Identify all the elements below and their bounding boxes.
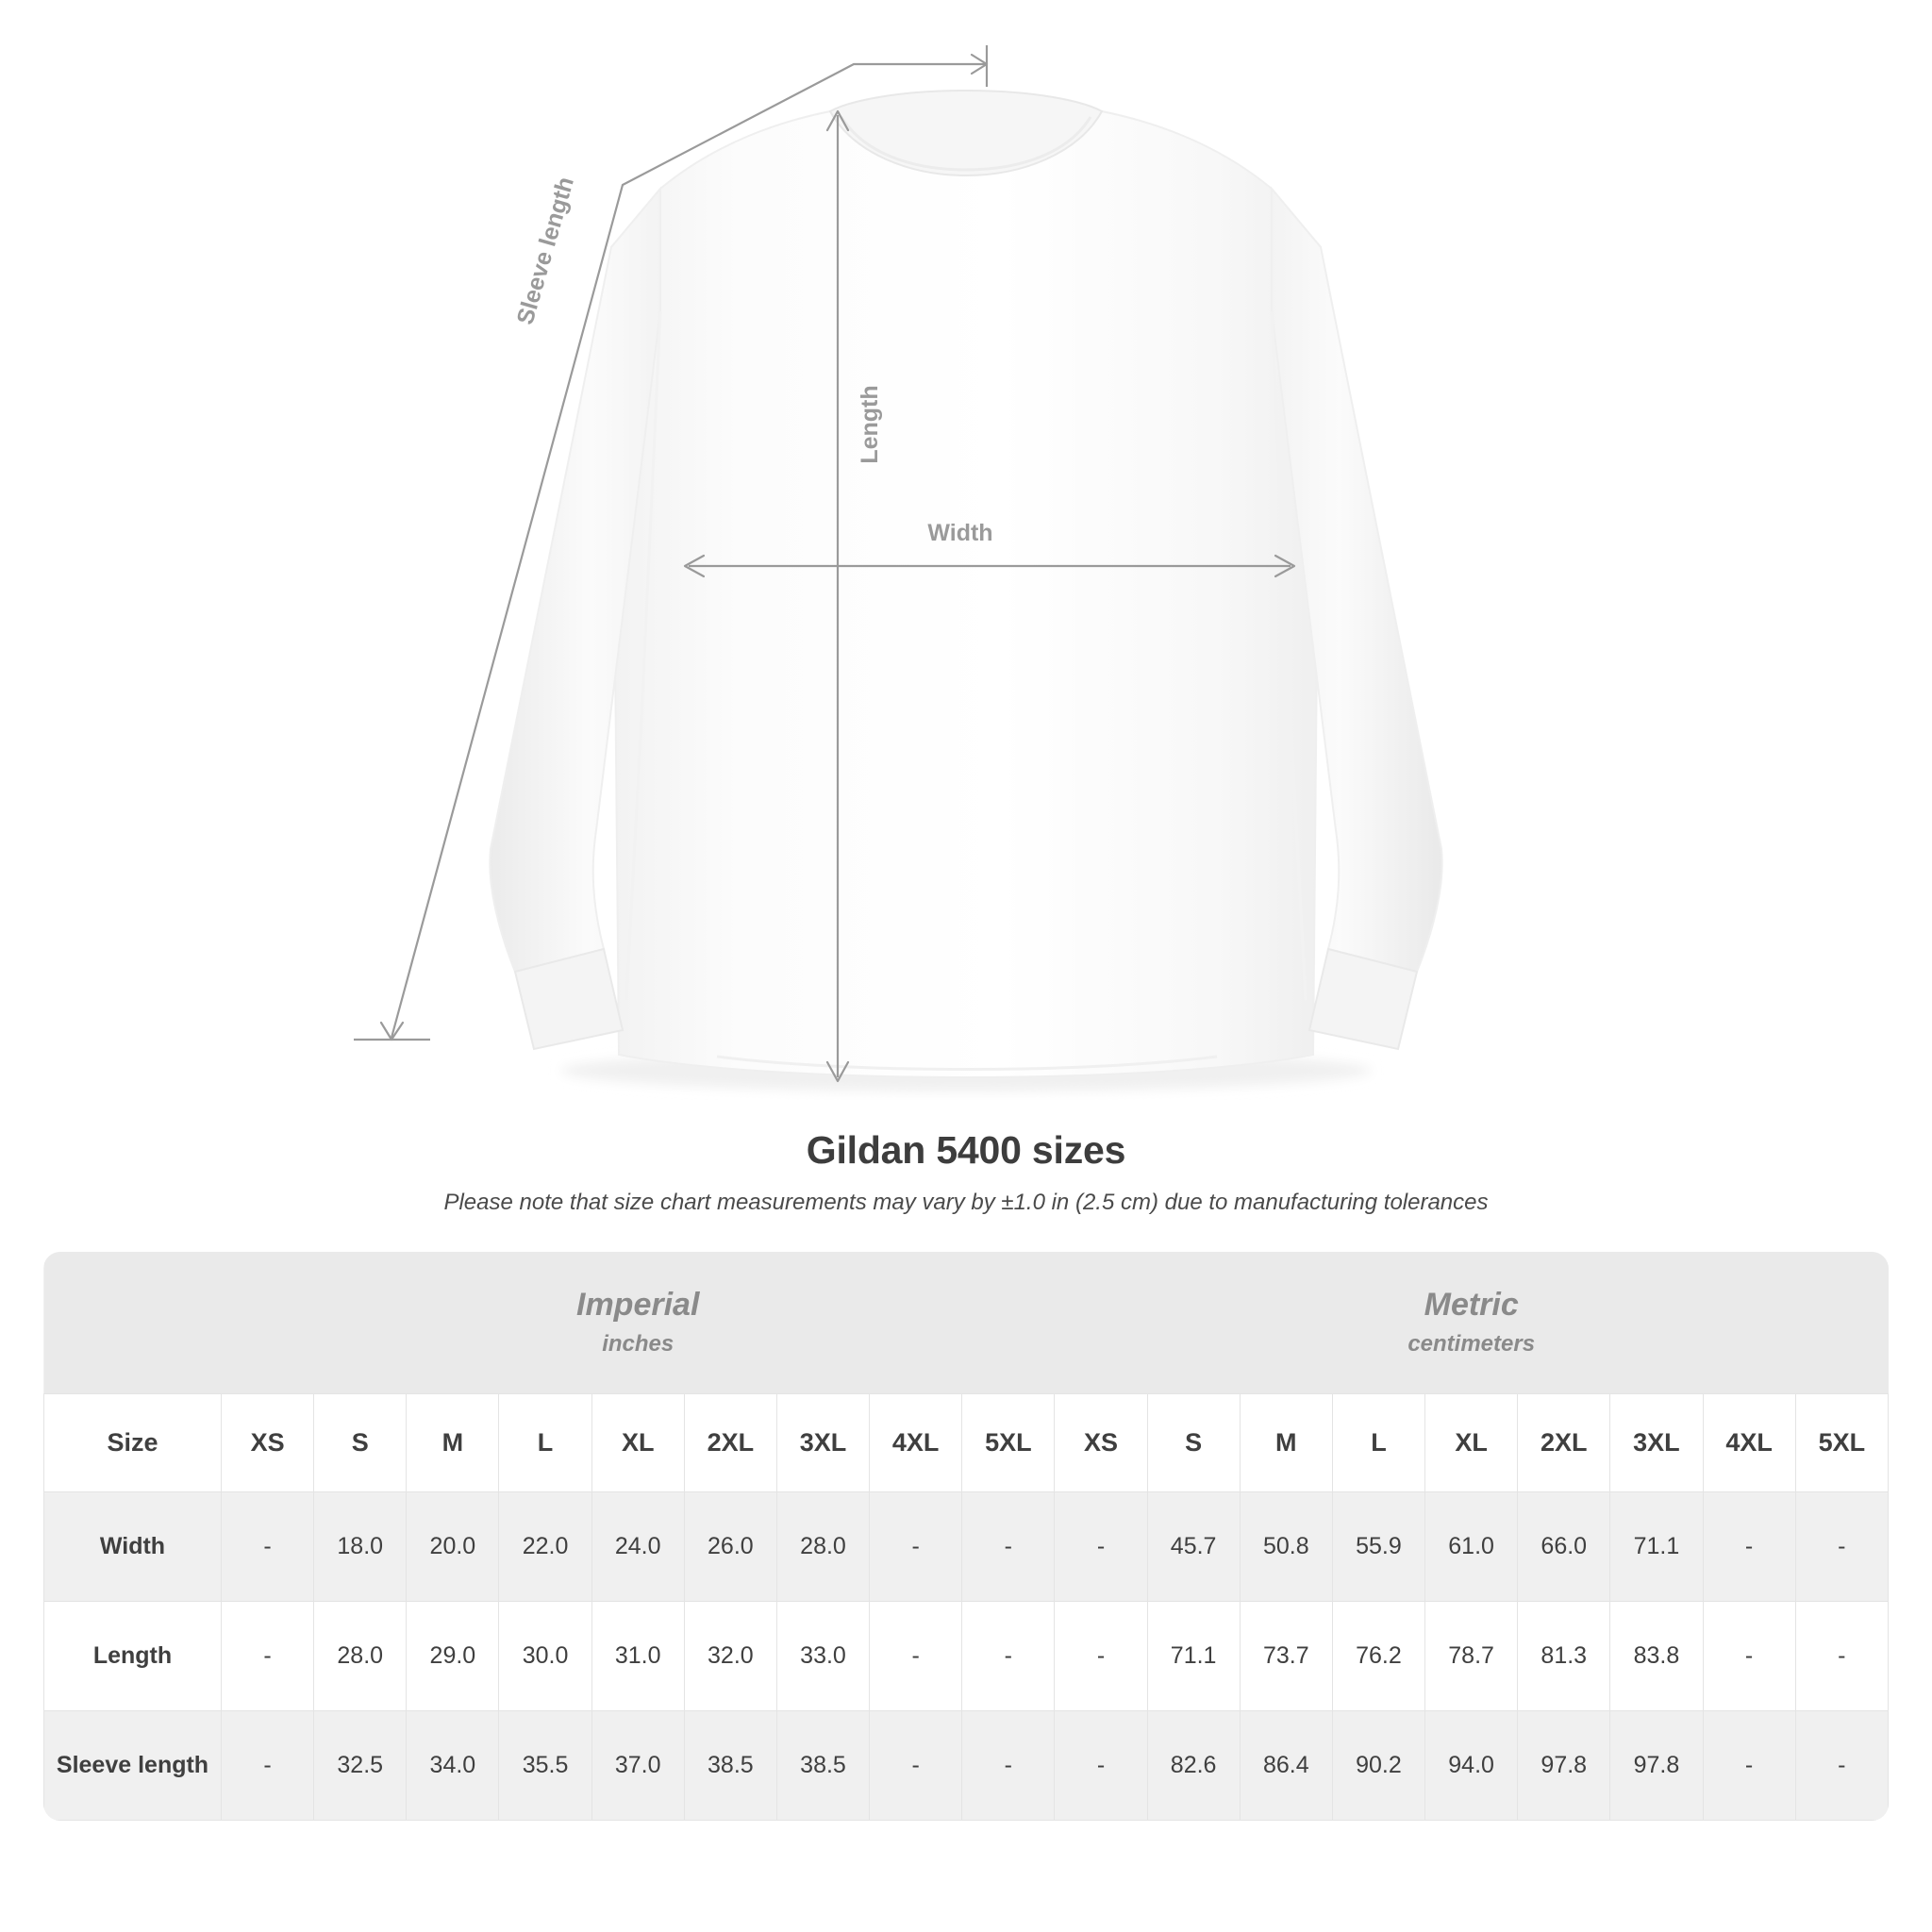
cell-sleeve-3: 35.5 <box>499 1710 591 1820</box>
cell-length-11: 73.7 <box>1240 1601 1332 1710</box>
unit-header-row <box>44 1252 1889 1393</box>
column-header-size-11: M <box>1240 1393 1332 1491</box>
width-label: Width <box>927 520 993 546</box>
sleeve-length-label: Sleeve length <box>511 174 579 328</box>
table-row <box>44 1491 1889 1601</box>
cell-sleeve-15: 97.8 <box>1610 1710 1703 1820</box>
cell-sleeve-17: - <box>1795 1710 1888 1820</box>
cell-length-2: 29.0 <box>407 1601 499 1710</box>
cell-sleeve-9: - <box>1055 1710 1147 1820</box>
cell-width-12: 55.9 <box>1332 1491 1424 1601</box>
tolerance-note: Please note that size chart measurements may vary by ±1.0 in (2.5 cm) due to manufacturing tolerances <box>443 1190 1489 1215</box>
cell-width-10: 45.7 <box>1147 1491 1240 1601</box>
cell-sleeve-13: 94.0 <box>1425 1710 1518 1820</box>
cell-width-9: - <box>1055 1491 1147 1601</box>
cell-length-4: 31.0 <box>591 1601 684 1710</box>
cell-length-15: 83.8 <box>1610 1601 1703 1710</box>
cell-width-0: - <box>222 1491 314 1601</box>
unit-header-metric <box>1055 1252 1889 1393</box>
size-header-row <box>44 1393 1889 1491</box>
unit-header-imperial <box>222 1252 1055 1393</box>
size-table <box>43 1252 1889 1821</box>
cell-width-14: 66.0 <box>1518 1491 1610 1601</box>
cell-sleeve-14: 97.8 <box>1518 1710 1610 1820</box>
cell-width-11: 50.8 <box>1240 1491 1332 1601</box>
column-header-size-13: XL <box>1425 1393 1518 1491</box>
unit-name-imperial: Imperial <box>576 1287 700 1324</box>
table-row <box>44 1710 1889 1820</box>
row-label-sleeve-length: Sleeve length <box>44 1710 222 1820</box>
column-header-size-9: XS <box>1055 1393 1147 1491</box>
cell-length-9: - <box>1055 1601 1147 1710</box>
row-label-length: Length <box>44 1601 222 1710</box>
unit-header-spacer <box>44 1252 222 1393</box>
column-header-size-16: 4XL <box>1703 1393 1795 1491</box>
cell-sleeve-7: - <box>870 1710 962 1820</box>
cell-sleeve-1: 32.5 <box>314 1710 407 1820</box>
unit-sub-metric: centimeters <box>1407 1331 1536 1357</box>
cell-sleeve-11: 86.4 <box>1240 1710 1332 1820</box>
cell-width-5: 26.0 <box>684 1491 776 1601</box>
column-header-size-1: S <box>314 1393 407 1491</box>
cell-width-7: - <box>870 1491 962 1601</box>
column-header-size: Size <box>44 1393 222 1491</box>
page-title: Gildan 5400 sizes <box>806 1128 1126 1172</box>
column-header-size-17: 5XL <box>1795 1393 1888 1491</box>
cell-width-8: - <box>962 1491 1055 1601</box>
cell-width-16: - <box>1703 1491 1795 1601</box>
cell-sleeve-10: 82.6 <box>1147 1710 1240 1820</box>
cell-width-4: 24.0 <box>591 1491 684 1601</box>
cell-length-3: 30.0 <box>499 1601 591 1710</box>
shirt-body <box>490 91 1441 1077</box>
cell-length-14: 81.3 <box>1518 1601 1610 1710</box>
cell-width-13: 61.0 <box>1425 1491 1518 1601</box>
cell-length-7: - <box>870 1601 962 1710</box>
cell-width-6: 28.0 <box>776 1491 869 1601</box>
column-header-size-15: 3XL <box>1610 1393 1703 1491</box>
cell-length-0: - <box>222 1601 314 1710</box>
cell-width-2: 20.0 <box>407 1491 499 1601</box>
column-header-size-4: XL <box>591 1393 684 1491</box>
cell-length-6: 33.0 <box>776 1601 869 1710</box>
column-header-size-14: 2XL <box>1518 1393 1610 1491</box>
cell-sleeve-16: - <box>1703 1710 1795 1820</box>
unit-name-metric: Metric <box>1424 1287 1519 1324</box>
column-header-size-3: L <box>499 1393 591 1491</box>
cell-length-8: - <box>962 1601 1055 1710</box>
cell-width-15: 71.1 <box>1610 1491 1703 1601</box>
cell-sleeve-8: - <box>962 1710 1055 1820</box>
cell-length-13: 78.7 <box>1425 1601 1518 1710</box>
cell-sleeve-2: 34.0 <box>407 1710 499 1820</box>
column-header-size-12: L <box>1332 1393 1424 1491</box>
cell-sleeve-4: 37.0 <box>591 1710 684 1820</box>
cell-length-12: 76.2 <box>1332 1601 1424 1710</box>
cell-width-1: 18.0 <box>314 1491 407 1601</box>
cell-sleeve-6: 38.5 <box>776 1710 869 1820</box>
cell-width-3: 22.0 <box>499 1491 591 1601</box>
column-header-size-0: XS <box>222 1393 314 1491</box>
cell-sleeve-5: 38.5 <box>684 1710 776 1820</box>
length-label: Length <box>857 385 883 464</box>
size-table-container <box>43 1252 1889 1821</box>
cell-length-1: 28.0 <box>314 1601 407 1710</box>
column-header-size-2: M <box>407 1393 499 1491</box>
cell-length-17: - <box>1795 1601 1888 1710</box>
column-header-size-8: 5XL <box>962 1393 1055 1491</box>
title-block <box>0 1128 1932 1216</box>
column-header-size-5: 2XL <box>684 1393 776 1491</box>
unit-sub-imperial: inches <box>602 1331 675 1357</box>
column-header-size-6: 3XL <box>776 1393 869 1491</box>
cell-length-16: - <box>1703 1601 1795 1710</box>
column-header-size-7: 4XL <box>870 1393 962 1491</box>
cell-sleeve-12: 90.2 <box>1332 1710 1424 1820</box>
cell-sleeve-0: - <box>222 1710 314 1820</box>
cell-length-10: 71.1 <box>1147 1601 1240 1710</box>
cell-width-17: - <box>1795 1491 1888 1601</box>
row-label-width: Width <box>44 1491 222 1601</box>
column-header-size-10: S <box>1147 1393 1240 1491</box>
cell-length-5: 32.0 <box>684 1601 776 1710</box>
table-row <box>44 1601 1889 1710</box>
